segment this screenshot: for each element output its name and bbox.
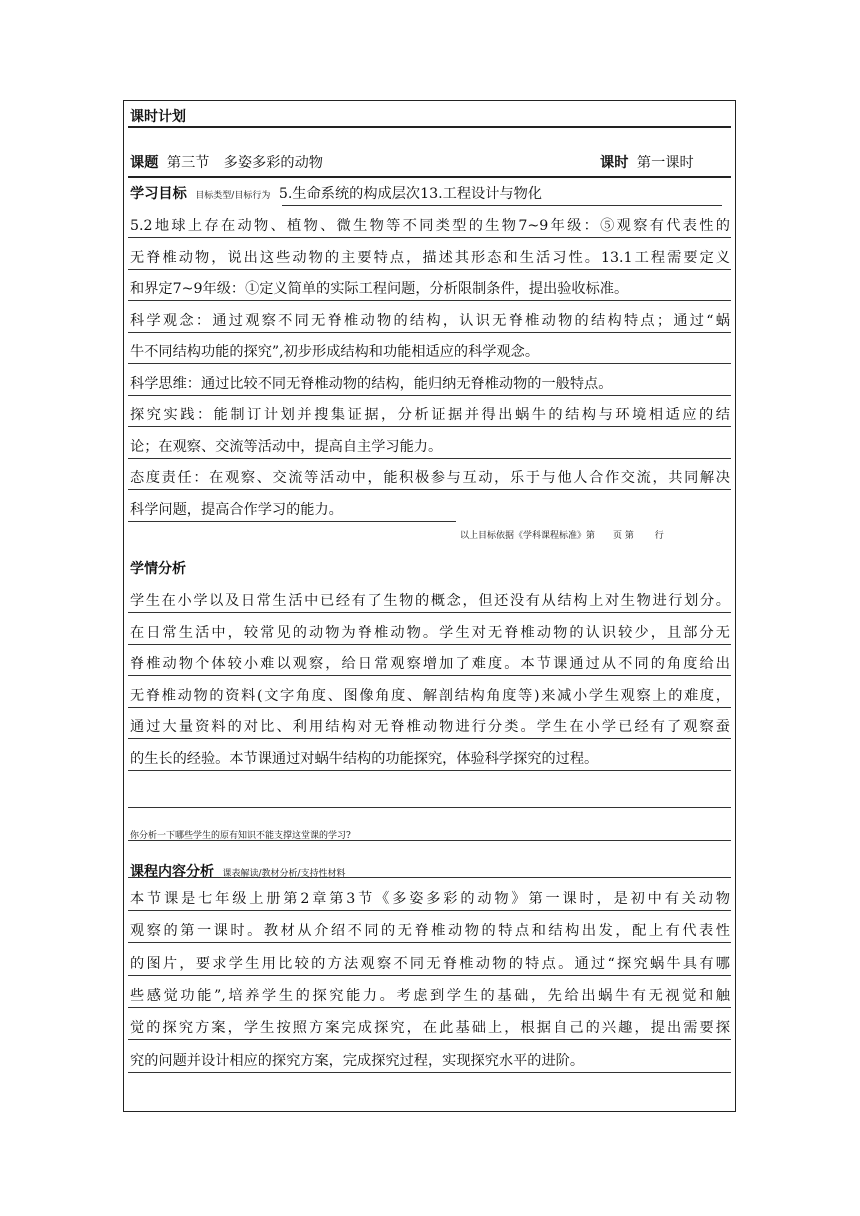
goals-rule: [128, 489, 731, 490]
content-heading-rule: [128, 877, 731, 878]
topic-rule: [128, 176, 731, 178]
topic-value: 第三节 多姿多彩的动物: [166, 155, 323, 171]
goals-line: 科学观念：通过观察不同无脊椎动物的结构，认识无脊椎动物的结构特点；通过“蜗: [130, 312, 730, 329]
analysis-rule: [128, 675, 731, 676]
content-line: 观察的第一课时。教材从介绍不同的无脊椎动物的特点和结构出发，配上有代表性: [130, 923, 730, 940]
goals-rule: [128, 395, 731, 396]
goals-rule: [128, 300, 731, 301]
plan-title: 课时计划: [130, 109, 186, 125]
content-line: 的图片，要求学生用比较的方法观察不同无脊椎动物的特点。通过“探究蜗牛具有哪: [130, 955, 730, 972]
goals-rule: [128, 521, 456, 522]
analysis-line: 脊椎动物个体较小难以观察，给日常观察增加了难度。本节课通过从不同的角度给出: [130, 656, 730, 673]
content-line: 些感觉功能”,培养学生的探究能力。考虑到学生的基础，先给出蜗牛有无视觉和触: [130, 987, 730, 1004]
goals-source-note: 以上目标依据《学科课程标准》第 页 第 行: [460, 531, 664, 541]
content-line: 觉的探究方案，学生按照方案完成探究，在此基础上，根据自己的兴趣，提出需要探: [130, 1020, 730, 1037]
content-rule: [128, 975, 731, 976]
goals-rule: [128, 237, 731, 238]
goals-rule: [128, 363, 731, 364]
goals-first-rule: [282, 205, 722, 206]
analysis-line: 的生长的经验。本节课通过对蜗牛结构的功能探究，体验科学探究的过程。: [130, 751, 599, 767]
goals-line: 5.2地球上存在动物、植物、微生物等不同类型的生物7~9年级：⑤观察有代表性的: [130, 218, 730, 234]
goals-line: 科学思维：通过比较不同无脊椎动物的结构，能归纳无脊椎动物的一般特点。: [130, 375, 613, 392]
analysis-rule: [128, 707, 731, 708]
goals-line: 论；在观察、交流等活动中，提高自主学习能力。: [130, 438, 443, 455]
content-rule: [128, 1039, 731, 1040]
goals-rule: [128, 332, 731, 333]
analysis-rule: [128, 738, 731, 739]
goals-line: 和界定7~9年级：①定义简单的实际工程问题，分析限制条件，提出验收标准。: [130, 281, 629, 297]
period-row: [600, 152, 694, 172]
analysis-rule: [128, 770, 731, 771]
analysis-heading: 学情分析: [130, 561, 186, 577]
analysis-line: 学生在小学以及日常生活中已经有了生物的概念，但还没有从结构上对生物进行划分。: [130, 593, 730, 609]
period-value: 第一课时: [636, 155, 694, 171]
period-label: 课时: [600, 155, 629, 171]
content-rule: [128, 942, 731, 943]
content-heading-row: [130, 861, 346, 881]
content-hint: 课表解读/教材分析/支持性材料: [222, 869, 346, 879]
goals-heading: 学习目标: [130, 186, 187, 202]
goals-first-line: 5.生命系统的构成层次13.工程设计与物化: [278, 186, 542, 202]
analysis-prompt-rule: [128, 840, 731, 841]
content-line: 究的问题并设计相应的探究方案，完成探究过程，实现探究水平的进阶。: [130, 1052, 585, 1069]
analysis-line: 无脊椎动物的资料(文字角度、图像角度、解剖结构角度等)来减小学生观察上的难度，: [130, 687, 730, 704]
goals-rule: [128, 269, 731, 270]
analysis-rule: [128, 612, 731, 613]
goals-rule: [128, 426, 731, 427]
goals-line: 牛不同结构功能的探究”,初步形成结构和功能相适应的科学观念。: [130, 344, 540, 360]
analysis-line: 在日常生活中，较常见的动物为脊椎动物。学生对无脊椎动物的认识较少，且部分无: [130, 624, 730, 641]
title-rule: [128, 126, 731, 128]
content-rule: [128, 1072, 731, 1073]
content-rule: [128, 1007, 731, 1008]
goals-line: 探究实践：能制订计划并搜集证据，分析证据并得出蜗牛的结构与环境相适应的结: [130, 407, 730, 423]
goals-line: 科学问题，提高合作学习的能力。: [130, 501, 343, 518]
goals-rule: [128, 458, 731, 459]
analysis-rule: [128, 644, 731, 645]
content-rule: [128, 910, 731, 911]
goals-line: 态度责任：在观察、交流等活动中，能积极参与互动，乐于与他人合作交流，共同解决: [130, 470, 730, 486]
analysis-blank-rule: [128, 807, 731, 808]
goals-hint: 目标类型/目标行为: [195, 191, 271, 201]
goals-line: 无脊椎动物，说出这些动物的主要特点，描述其形态和生活习性。13.1工程需要定义: [130, 249, 730, 266]
topic-row: [130, 152, 323, 172]
content-line: 本节课是七年级上册第2章第3节《多姿多彩的动物》第一课时，是初中有关动物: [130, 891, 730, 907]
analysis-prompt: 你分析一下哪些学生的原有知识不能支撑这堂课的学习?: [130, 831, 351, 841]
content-heading: 课程内容分析: [130, 864, 214, 880]
topic-label: 课题: [130, 155, 159, 171]
goals-heading-row: [130, 183, 542, 203]
analysis-line: 通过大量资料的对比、利用结构对无脊椎动物进行分类。学生在小学已经有了观察蚕: [130, 719, 730, 736]
